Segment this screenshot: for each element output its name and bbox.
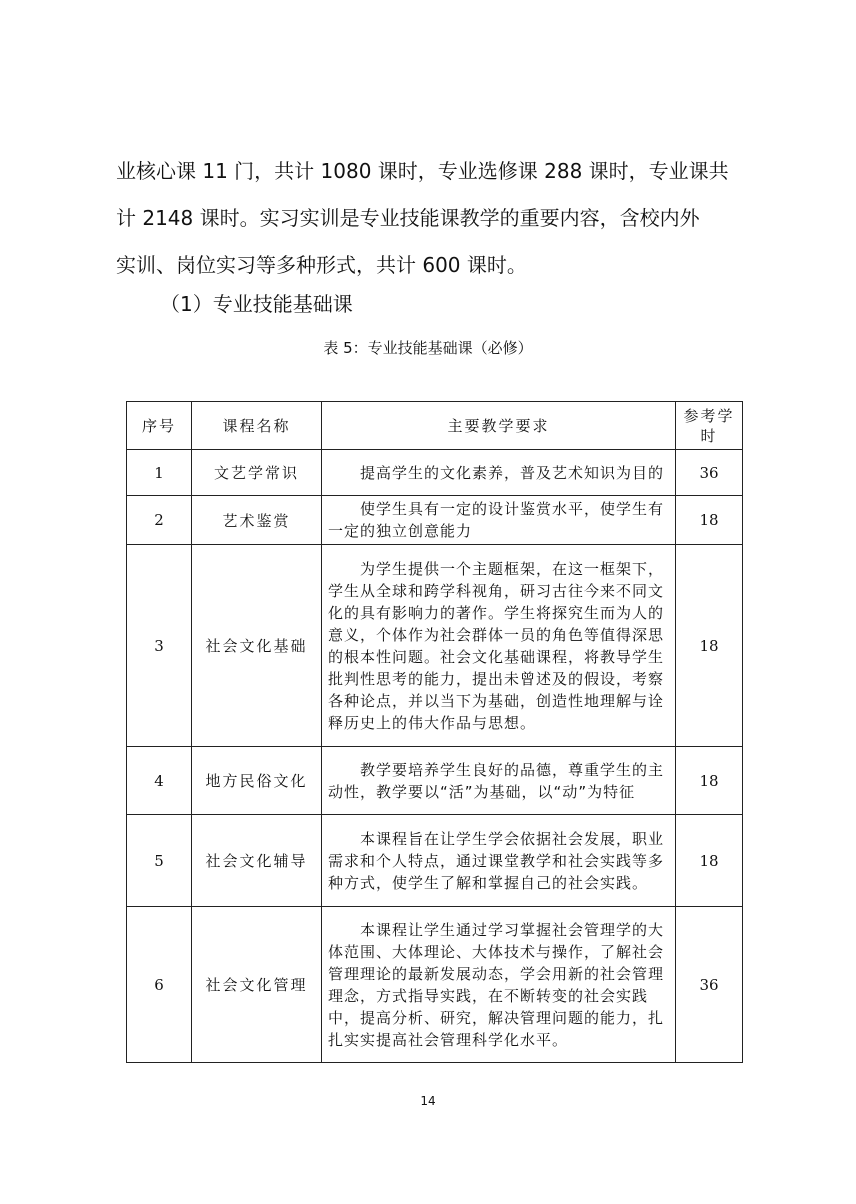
row-index: 3 <box>127 545 192 747</box>
row-index: 2 <box>127 496 192 545</box>
row-index: 6 <box>127 907 192 1063</box>
row-course-name: 文艺学常识 <box>192 450 322 496</box>
intro-line: 计 2148 课时。实习实训是专业技能课教学的重要内容，含校内外 <box>116 206 700 230</box>
row-hours: 18 <box>676 545 743 747</box>
row-hours: 36 <box>676 907 743 1063</box>
row-hours: 18 <box>676 496 743 545</box>
row-requirements: 本课程旨在让学生学会依据社会发展，职业需求和个人特点，通过课堂教学和社会实践等多种方式，使学生了解和掌握自己的社会实践。 <box>322 815 676 907</box>
intro-line: 实训、岗位实习等多种形式，共计 600 课时。 <box>116 253 527 277</box>
row-index: 5 <box>127 815 192 907</box>
row-course-name: 社会文化辅导 <box>192 815 322 907</box>
table-row <box>127 815 743 907</box>
row-course-name: 艺术鉴赏 <box>192 496 322 545</box>
row-course-name: 社会文化管理 <box>192 907 322 1063</box>
row-index: 4 <box>127 747 192 815</box>
row-course-name: 社会文化基础 <box>192 545 322 747</box>
row-requirements: 提高学生的文化素养，普及艺术知识为目的 <box>322 450 676 496</box>
table-caption: 表 5：专业技能基础课（必修） <box>323 339 533 357</box>
row-course-name: 地方民俗文化 <box>192 747 322 815</box>
table-row <box>127 450 743 496</box>
header-index: 序号 <box>127 402 192 450</box>
page-number: 14 <box>420 1094 436 1108</box>
table-row <box>127 747 743 815</box>
intro-paragraph <box>116 148 746 289</box>
table-header-row <box>127 402 743 450</box>
section-subheading: （1）专业技能基础课 <box>160 292 353 316</box>
table-row <box>127 545 743 747</box>
row-hours: 36 <box>676 450 743 496</box>
course-table <box>126 401 743 1063</box>
row-requirements: 本课程让学生通过学习掌握社会管理学的大体范围、大体理论、大体技术与操作，了解社会管理理论的最新发展动态，学会用新的社会管理理念，方式指导实践，在不断转变的社会实践中，提高分析、研究，解决管理问题的能力，扎扎实实提高社会管理科学化水平。 <box>322 907 676 1063</box>
table-row <box>127 907 743 1063</box>
row-requirements: 使学生具有一定的设计鉴赏水平，使学生有一定的独立创意能力 <box>322 496 676 545</box>
header-course-name: 课程名称 <box>192 402 322 450</box>
row-index: 1 <box>127 450 192 496</box>
header-requirements: 主要教学要求 <box>322 402 676 450</box>
intro-line: 业核心课 11 门，共计 1080 课时，专业选修课 288 课时，专业课共 <box>116 159 729 183</box>
row-hours: 18 <box>676 747 743 815</box>
row-requirements: 教学要培养学生良好的品德，尊重学生的主动性，教学要以“活”为基础，以“动”为特征 <box>322 747 676 815</box>
table-row <box>127 496 743 545</box>
row-hours: 18 <box>676 815 743 907</box>
header-hours: 参考学时 <box>676 402 743 450</box>
row-requirements: 为学生提供一个主题框架，在这一框架下，学生从全球和跨学科视角，研习古往今来不同文化的具有影响力的著作。学生将探究生而为人的意义，个体作为社会群体一员的角色等值得深思的根本性问题。社会文化基础课程，将教导学生批判性思考的能力，提出未曾述及的假设，考察各种论点，并以当下为基础，创造性地理解与诠释历史上的伟大作品与思想。 <box>322 545 676 747</box>
